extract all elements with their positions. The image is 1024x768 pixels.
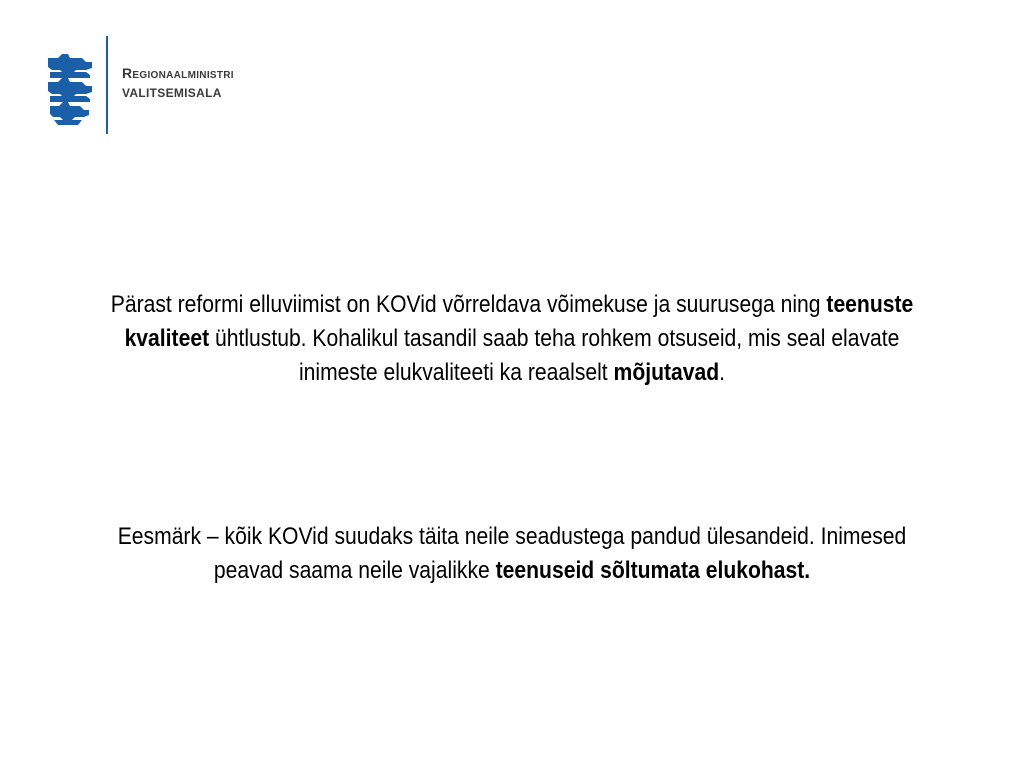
estonian-coat-of-arms-icon — [40, 50, 96, 136]
reform-text-2: ühtlustub. Kohalikul tasandil saab teha rohkem otsuseid, mis seal elavate inimeste elukvaliteeti ka reaalselt — [209, 325, 900, 386]
ministry-name-line2: VALITSEMISALA — [122, 86, 222, 100]
logo-divider — [106, 36, 108, 134]
reform-paragraph — [97, 288, 928, 390]
goal-paragraph — [97, 520, 928, 588]
reform-text-1: Pärast reformi elluviimist on KOVid võrreldava võimekuse ja suurusega ning — [110, 291, 827, 318]
reform-text-3: . — [719, 359, 726, 386]
ministry-logo — [40, 36, 234, 136]
goal-text-1: Eesmärk – kõik KOVid suudaks täita neile seadustega pandud ülesandeid. Inimesed peavad saama neile vajalikke — [117, 523, 907, 584]
goal-bold-services: teenuseid sõltumata elukohast. — [495, 557, 811, 584]
reform-bold-impact: mõjutavad — [613, 359, 720, 386]
ministry-name-line1: Regionaalministri — [122, 65, 234, 81]
reform-bold-quality: teenuste kvaliteet — [124, 291, 914, 352]
ministry-name — [122, 63, 234, 103]
